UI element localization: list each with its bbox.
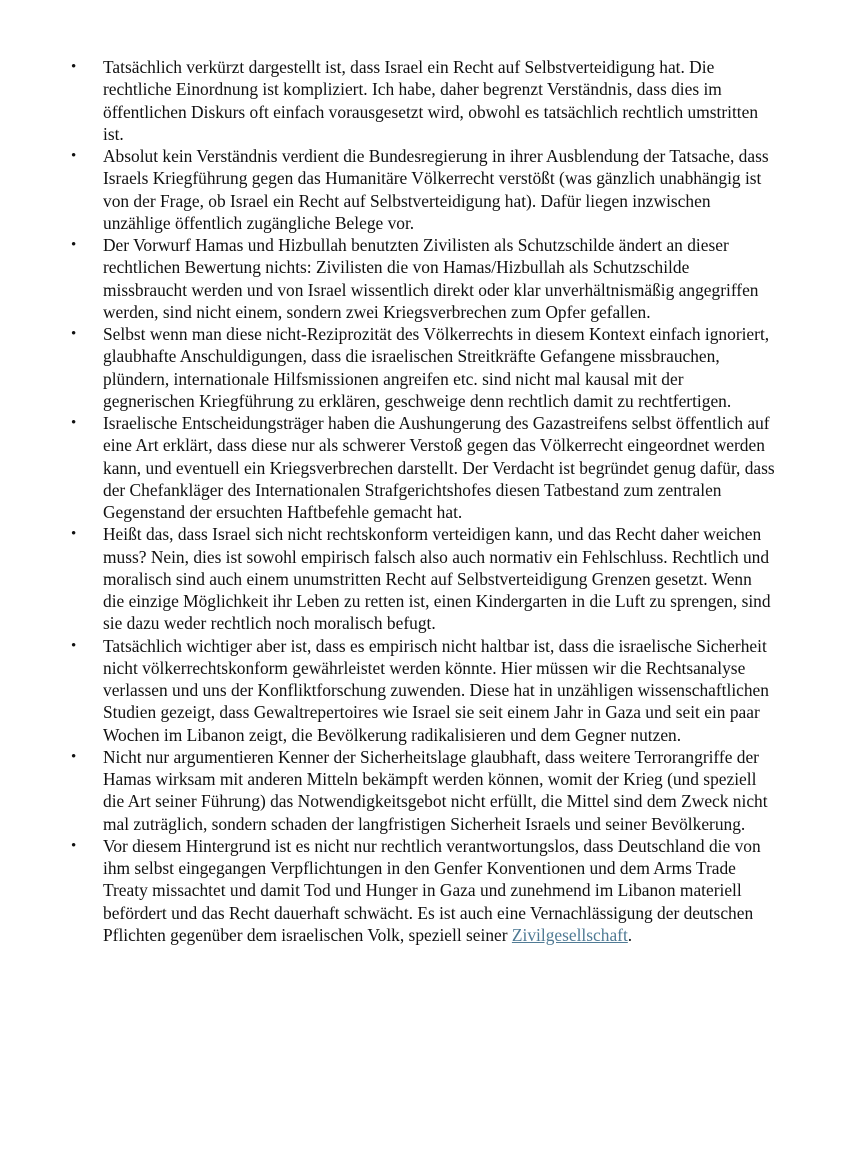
bullet-icon: •	[71, 148, 77, 164]
bullet-list	[0, 56, 854, 946]
bullet-icon: •	[71, 237, 77, 253]
bullet-icon: •	[71, 526, 77, 543]
list-item-text: Tatsächlich verkürzt dargestellt ist, dass Israel ein Recht auf Selbstverteidigung hat. Die rechtliche Einordnung ist kompliziert. Ich habe, daher begrenzt Verständnis, dass dies im öffentlichen Diskurs oft einfach vorausgesetzt wird, obwohl es tatsächlich rechtlich umstritten ist.	[103, 57, 759, 144]
list-item-text: Der Vorwurf Hamas und Hizbullah benutzten Zivilisten als Schutzschilde ändert an dieser rechtlichen Bewertung nichts: Zivilisten die von Hamas/Hizbullah als Schutzschilde missbraucht werden und von Israel wissentlich direkt oder klar unverhältnismäßig angegriffen werden, sind nicht einem, sondern zwei Kriegsverbrechen zum Opfer gefallen.	[103, 235, 759, 322]
bullet-icon: •	[71, 637, 77, 654]
list-item	[0, 56, 854, 145]
zivilgesellschaft-link[interactable]: Zivilgesellschaft	[511, 924, 628, 945]
bullet-icon: •	[71, 326, 77, 342]
list-item-text: Israelische Entscheidungsträger haben die Aushungerung des Gazastreifens selbst öffentlich auf eine Art erklärt, dass diese nur als schwerer Verstoß gegen das Völkerrecht eingeordnet werden kann, und eventuell ein Kriegsverbrechen darstellt. Der Verdacht ist begründet genug dafür, dass der Chefankläger des Internationalen Strafgerichtshofes diesen Tatbestand zum zentralen Gegenstand der ersuchten Haftbefehle gemacht hat.	[103, 413, 775, 522]
list-item	[0, 145, 854, 234]
bullet-icon: •	[71, 415, 77, 431]
list-item	[0, 835, 854, 946]
bullet-icon: •	[71, 837, 77, 854]
list-item-text: Tatsächlich wichtiger aber ist, dass es empirisch nicht haltbar ist, dass die israelische Sicherheit nicht völkerrechtskonform gewährleistet werden könnte. Hier müssen wir die Rechtsanalyse verlassen und uns der Konfliktforschung zuwenden. Diese hat in unzähligen wissenschaftlichen Studien gezeigt, dass Gewaltrepertoires wie Israel sie seit einem Jahr in Gaza und seit ein paar Wochen im Libanon zeigt, die Bevölkerung radikalisieren und dem Gegner nutzen.	[103, 635, 769, 745]
document-page	[0, 56, 854, 946]
list-item	[0, 234, 854, 323]
list-item-text: Nicht nur argumentieren Kenner der Sicherheitslage glaubhaft, dass weitere Terrorangriffe der Hamas wirksam mit anderen Mitteln bekämpft werden können, womit der Krieg (und speziell die Art seiner Führung) das Notwendigkeitsgebot nicht erfüllt, die Mittel sind dem Zweck nicht mal zuträglich, sondern schaden der langfristigen Sicherheit Israels und seiner Bevölkerung.	[103, 746, 768, 834]
list-item-text: Heißt das, dass Israel sich nicht rechtskonform verteidigen kann, und das Recht daher weichen muss? Nein, dies ist sowohl empirisch falsch also auch normativ ein Fehlschluss. Rechtlich und moralisch sind auch einem unumstritten Recht auf Selbstverteidigung Grenzen gesetzt. Wenn die einzige Möglichkeit ihr Leben zu retten ist, einen Kindergarten in die Luft zu sprengen, sind sie dazu weder rechtlich noch moralisch befugt.	[103, 524, 771, 634]
list-item	[0, 323, 854, 412]
list-item	[0, 635, 854, 746]
list-item-text: Absolut kein Verständnis verdient die Bundesregierung in ihrer Ausblendung der Tatsache, dass Israels Kriegführung gegen das Humanitäre Völkerrecht verstößt (was gänzlich unabhängig ist von der Frage, ob Israel ein Recht auf Selbstverteidigung hat). Dafür liegen inzwischen unzählige öffentlich zugängliche Belege vor.	[103, 146, 769, 233]
list-item	[0, 746, 854, 835]
list-item-text: Vor diesem Hintergrund ist es nicht nur rechtlich verantwortungslos, dass Deutschland die von ihm selbst eingegangen Verpflichtungen in den Genfer Konventionen und dem Arms Trade Treaty missachtet und damit Tod und Hunger in Gaza und zunehmend im Libanon materiell befördert und das Recht dauerhaft schwächt. Es ist auch eine Vernachlässigung der deutschen Pflichten gegenüber dem israelischen Volk, speziell seiner	[103, 835, 761, 945]
bullet-icon: •	[71, 59, 77, 75]
list-item-text: Selbst wenn man diese nicht-Reziprozität des Völkerrechts in diesem Kontext einfach ignoriert, glaubhafte Anschuldigungen, dass die israelischen Streitkräfte Gefangene missbrauchen, plündern, internationale Hilfsmissionen angreifen etc. sind nicht mal kausal mit der gegnerischen Kriegführung zu erklären, geschweige denn rechtlich damit zu rechtfertigen.	[103, 324, 770, 411]
bullet-icon: •	[71, 748, 77, 765]
list-item-text-end: .	[627, 924, 633, 945]
list-item	[0, 523, 854, 634]
list-item	[0, 412, 854, 523]
